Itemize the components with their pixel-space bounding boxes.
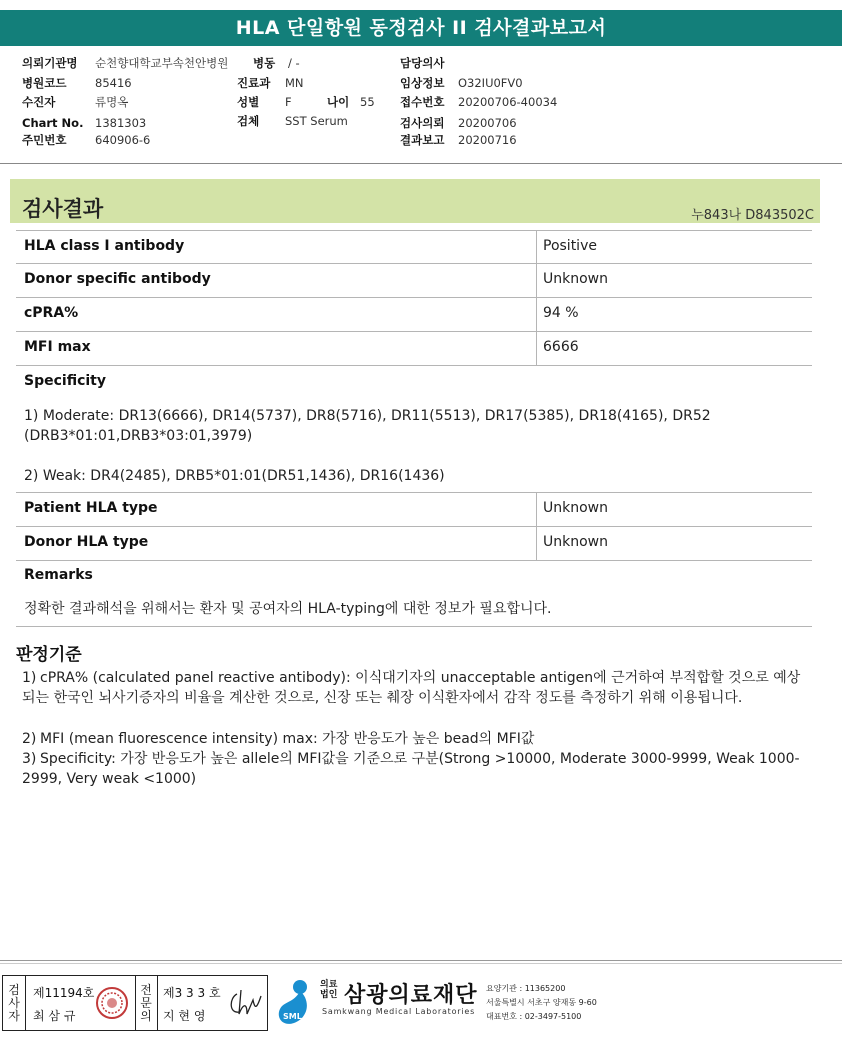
table-row-label: Patient HLA type: [24, 500, 158, 516]
svg-text:SML: SML: [283, 1012, 302, 1021]
specificity-moderate: 1) Moderate: DR13(6666), DR14(5737), DR8(5716), DR11(5513), DR17(5385), DR18(4165), DR52 (DRB3*01:01,DRB3*03:01,3979): [24, 408, 711, 444]
header-label: 의뢰기관명: [22, 56, 78, 70]
criteria-item: [22, 668, 812, 708]
header-value: 20200706: [458, 116, 517, 130]
phone: 대표번호 : 02-3497-5100: [486, 1012, 582, 1021]
header-value: SST Serum: [285, 114, 348, 128]
header-label: 검체: [237, 114, 260, 128]
table-row-label: MFI max: [24, 339, 91, 355]
result-title: 검사결과: [22, 197, 104, 221]
header-label: 접수번호: [400, 95, 445, 109]
table-row-label: cPRA%: [24, 305, 79, 321]
institution-code: 요양기관 : 11365200: [486, 984, 566, 993]
table-row-value: 94 %: [543, 305, 579, 321]
specificity-label: Specificity: [24, 373, 106, 389]
table-row-line: [16, 331, 812, 332]
header-divider: [0, 163, 842, 164]
address: 서울특별시 서초구 양재동 9-60: [486, 998, 597, 1007]
table-row-line: [16, 560, 812, 561]
header-value: / -: [288, 56, 300, 70]
criteria-item: [22, 729, 812, 749]
criteria-text: cPRA% (calculated panel reactive antibody): 이식대기자의 unacceptable antigen에 근거하여 부적합할 것으로 예상되는 한국인 뇌사기증자의 비율을 계산한 것으로, 신장 또는 췌장 이식환자에서 감작 정도를 측정하기 위해 이용됩니다.: [22, 670, 801, 706]
table-row-value: Unknown: [543, 271, 608, 287]
table-row-line: [16, 263, 812, 264]
criteria-text: MFI (mean fluorescence intensity) max: 가장 반응도가 높은 bead의 MFI값: [40, 731, 535, 747]
header-value: 류명옥: [95, 95, 129, 109]
table-row-line: [16, 365, 812, 366]
header-value: 640906-6: [95, 133, 151, 147]
criteria-num: 1): [22, 670, 37, 686]
table-row-line: [16, 526, 812, 527]
header-label: 검사의뢰: [400, 116, 445, 130]
header-value: 20200706-40034: [458, 95, 558, 109]
header-value: MN: [285, 76, 304, 90]
header-label: 임상정보: [400, 76, 445, 90]
header-label: 담당의사: [400, 56, 445, 70]
signature-box: [2, 975, 268, 1031]
table-row-label: HLA class I antibody: [24, 238, 185, 254]
table-row-line: [16, 492, 812, 493]
footer-divider: [0, 963, 842, 964]
table-row-label: Donor HLA type: [24, 534, 149, 550]
examiner-name: 최 삼 규: [33, 1009, 76, 1023]
header-label: 병동: [253, 56, 276, 70]
footer-divider: [0, 960, 842, 961]
report-title: HLA 단일항원 동정검사 II 검사결과보고서: [0, 10, 842, 46]
table-row-line: [16, 230, 812, 231]
criteria-num: 3): [22, 751, 37, 767]
header-value: 85416: [95, 76, 132, 90]
header-label: 성별: [237, 95, 260, 109]
doctor-vertical-label: 전 문 의: [140, 983, 152, 1023]
table-row-value: Unknown: [543, 500, 608, 516]
criteria-item: [22, 749, 812, 789]
criteria-num: 2): [22, 731, 37, 747]
criteria-text: Specificity: 가장 반응도가 높은 allele의 MFI값을 기준으로 구분(Strong >10000, Moderate 3000-9999, Weak 1000-2999, Very weak <1000): [22, 751, 800, 787]
table-row-label: Donor specific antibody: [24, 271, 211, 287]
header-label: 병원코드: [22, 76, 67, 90]
doctor-name: 지 현 영: [163, 1009, 206, 1023]
header-value: 20200716: [458, 133, 517, 147]
seal-icon: [95, 986, 129, 1020]
table-row-line: [16, 297, 812, 298]
examiner-number: 제11194호: [33, 986, 95, 1000]
header-value: 1381303: [95, 116, 147, 130]
brand-name: 삼광의료재단: [344, 983, 478, 1008]
header-value: 순천향대학교부속천안병원: [95, 56, 229, 70]
table-row-line: [16, 626, 812, 627]
doctor-number: 제3 3 3 호: [163, 986, 221, 1000]
header-value: O32IU0FV0: [458, 76, 523, 90]
header-label: 나이: [327, 95, 350, 109]
table-row-value: Unknown: [543, 534, 608, 550]
specificity-weak: 2) Weak: DR4(2485), DRB5*01:01(DR51,1436), DR16(1436): [24, 468, 445, 484]
header-label: 진료과: [237, 76, 271, 90]
brand-subtitle: Samkwang Medical Laboratories: [322, 1007, 476, 1016]
table-col-line: [536, 230, 537, 365]
signature-icon: [225, 986, 265, 1022]
result-code: 누843나 D843502C: [691, 208, 814, 223]
table-col-line: [536, 492, 537, 560]
header-label: 수진자: [22, 95, 56, 109]
sml-logo-icon: [272, 977, 318, 1029]
header-label: 결과보고: [400, 133, 445, 147]
header-value: 55: [360, 95, 375, 109]
remarks-label: Remarks: [24, 567, 93, 583]
table-row-value: Positive: [543, 238, 597, 254]
header-value: F: [285, 95, 292, 109]
remarks-text: 정확한 결과해석을 위해서는 환자 및 공여자의 HLA-typing에 대한 정보가 필요합니다.: [24, 601, 552, 617]
table-row-value: 6666: [543, 339, 579, 355]
criteria-title: 판정기준: [16, 645, 82, 665]
brand-tag: 의료 법인: [320, 980, 338, 1000]
header-label: 주민번호: [22, 133, 67, 147]
examiner-vertical-label: 검 사 자: [8, 983, 20, 1023]
header-label: Chart No.: [22, 116, 84, 130]
